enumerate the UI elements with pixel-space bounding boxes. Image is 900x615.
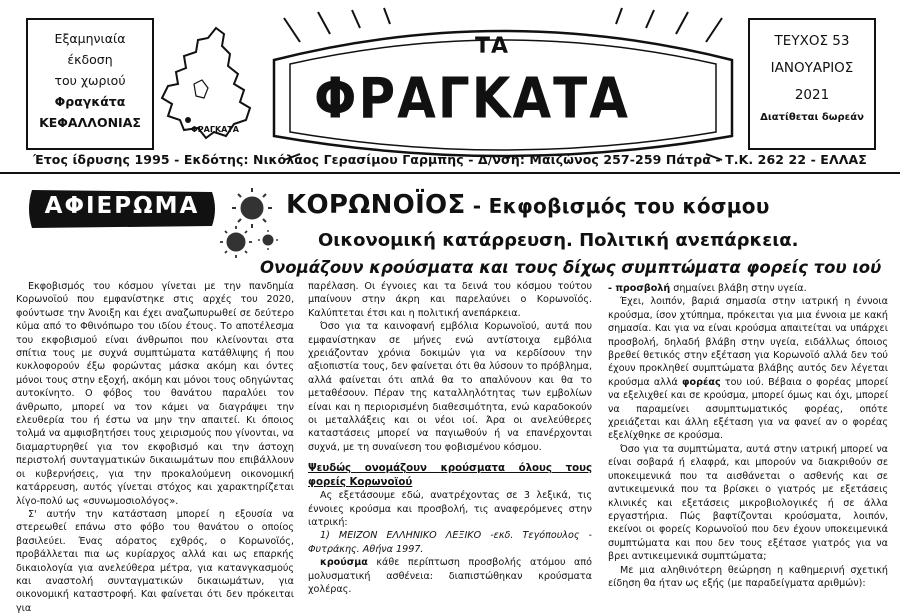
article-column-3: [608, 282, 888, 589]
map-label: ΦΡΑΓΚΑΤΑ: [191, 125, 239, 134]
column3-paragraph-1: [608, 282, 888, 295]
term-krousma: κρούσμα: [320, 557, 368, 569]
edition-info-box: [26, 18, 154, 150]
main-headline: [286, 190, 770, 220]
column3-paragraph-2-end: του ιού. Βέβαια ο φορέας μπορεί να εξελιχθεί και σε κρούσμα, μπορεί όμως και όχι, μπορεί να παραμείνει ασυμπτωματικός φορέας, οπότε χρειάζεται και άλλη εξέταση για να φανεί αν ο φορέας εξελίχθηκε σε κρούσμα.: [608, 376, 888, 442]
edition-village: Φραγκάτα: [54, 94, 126, 109]
virus-icon: [214, 188, 284, 262]
definition-krousma: κάθε περίπτωση προσβολής ατόμου από μολυσματική ασθένεια: διαπιστώθηκαν κρούσματα χολέρας.: [308, 557, 592, 595]
headline-deck-1: Οικονομική κατάρρευση. Πολιτική ανεπάρκεια.: [318, 230, 799, 251]
column3-paragraph-4: Με μια αληθινότερη θεώρηση η καθημερινή σχετική είδηση θα ήταν ως εξής (με παραδείγματα αριθμών):: [608, 564, 888, 589]
free-distribution-note: Διατίθεται δωρεάν: [760, 112, 864, 123]
headline-subtitle: - Εκφοβισμός του κόσμου: [465, 194, 770, 218]
issue-year: 2021: [794, 87, 830, 103]
issue-month: ΙΑΝΟΥΑΡΙΟΣ: [770, 60, 854, 76]
edition-line-2: έκδοση: [67, 52, 113, 67]
masthead-divider: [0, 172, 900, 174]
term-foreas: φορέας: [682, 376, 721, 388]
column2-paragraph-3: Ας εξετάσουμε εδώ, ανατρέχοντας σε 3 λεξικά, τις έννοιες κρούσμα και προσβολή, τις αναφερόμενες στην ιατρική:: [308, 490, 592, 528]
article-column-2: [308, 280, 592, 595]
column2-subheading: Ψευδώς ονομάζουν κρούσματα όλους τους φορείς Κορωνοϊού: [308, 463, 592, 488]
article-column-1: [16, 280, 294, 614]
issue-info-box: [748, 18, 876, 150]
column2-dictionary-ref: 1) ΜΕΙΖΟΝ ΕΛΛΗΝΙΚΟ ΛΕΞΙΚΟ -εκδ. Τεγόπουλος - Φυτράκης. Αθήνα 1997.: [308, 530, 592, 555]
definition-prosvoli: σημαίνει βλάβη στην υγεία.: [670, 283, 807, 294]
column2-definition: [308, 556, 592, 596]
headline-main: ΚΟΡΩΝΟΪΟΣ: [286, 190, 466, 220]
column1-paragraph-1: Εκφοβισμός του κόσμου γίνεται με την πανδημία Κορωνοϊού που εμφανίστηκε στις αρχές του 2020, φούντωσε την Άνοιξη και έχει αναζωπυρωθεί σε δεύτερο κύμα από το Φθινόπωρο του ιδίου έτους. Το αποτέλεσμα του εκφοβισμού είναι άνθρωποι που κλείνονται στα σπίτια τους με συχνά συμπτώματα κατάθλιψης ή που κυκλοφορούν έξω φορώντας μάσκα ακόμη και όντες μόνοι τους στην εξοχή, ακόμη και μόνοι τους οδηγώντας αυτοκίνητο. Ο φόβος του θανάτου παραλύει τον άνθρωπο, μπορεί να τον κάμει να διαγράψει την ελευθερία του ή έστω να μην την απαιτεί. Κι όποιος τολμά να αμφισβητήσει τους χειρισμούς που γίνονται, να διαμαρτυρηθεί για τον εκφοβισμό και την άστοχη περιστολή συνταγματικών δικαιωμάτων που επιβάλλουν οι κυβερνήσεις, για την προκαλούμενη οικονομική κατάρρευση, αυτός γίνεται στόχος και χαρακτηρίζεται λίγο-πολύ ως «συνωμοσιολόγος».: [16, 281, 294, 507]
section-badge: [24, 186, 220, 232]
masthead: [8, 6, 892, 166]
section-badge-label: ΑΦΙΕΡΩΜΑ: [44, 193, 200, 219]
column2-paragraph-2: Όσο για τα καινοφανή εμβόλια Κορωνοϊού, αυτά που εμφανίστηκαν σε μήνες ενώ αντίστοιχα εμβόλια χρειάζονταν χρόνια δοκιμών για να κερδίσουν την αξιοπιστία τους, δεν φαίνεται ότι θα λύσουν το πρόβλημα, αλλά φαίνεται ότι απλά θα το απαλύνουν και θα το μεταθέσουν. Πέραν της καταλληλότητας των εμβολίων είναι και η περιορισμένη διαθεσιμότητα, ενώ καραδοκούν οι μεταλλάξεις και οι νέοι ιοί. Άρα οι ανελεύθερες καταστάσεις μπορεί να παγιωθούν ή να επανέρχονται συχνά, με τη συναίνεση του φοβισμένου κόσμου.: [308, 321, 592, 453]
column3-paragraph-3: Όσο για τα συμπτώματα, αυτά στην ιατρική μπορεί να είναι σοβαρά ή ελαφρά, και μπορούν να διακριθούν σε υποκειμενικά που τα αισθάνεται ο ασθενής και σε αντικειμενικά που τα βρίσκει ο γιατρός με εξετάσεις κλινικές και εξετάσεις μικροβιολογικές ή σε άλλα εργαστήρια. Πώς βαφτίζονται κρούσματα, λοιπόν, εκείνοι οι φορείς Κορωνοϊού που δεν έχουν υποκειμενικά συμπτώματα και που δεν τους εξέτασε γιατρός για να βρει αντικειμενικά συμπτώματα;: [608, 443, 888, 563]
title-small: ΤΑ: [475, 34, 510, 59]
headline-deck-2: Ονομάζουν κρούσματα και τους δίχως συμπτώματα φορείς του ιού: [260, 258, 882, 277]
edition-line-1: Εξαμηνιαία: [54, 31, 126, 46]
issue-number: ΤΕΥΧΟΣ 53: [774, 33, 850, 49]
column3-paragraph-2: [608, 295, 888, 442]
column2-paragraph-1: παρέλαση. Οι έγνοιες και τα δεινά του κόσμου τούτου μπαίνουν στην άκρη και παρελαύνει ο Κορωνοϊός. Καλύπτεται έτσι και η πολιτική ανεπάρκεια.: [308, 281, 592, 319]
newspaper-title: ΦΡΑΓΚΑΤΑ: [314, 66, 630, 131]
publisher-line: Έτος ίδρυσης 1995 - Εκδότης: Νικόλαος Γερασίμου Γαρμπής - Δ/νση: Μαιζώνος 257-259 Πάτρα - Τ.Κ. 262 22 - ΕΛΛΑΣ: [33, 152, 867, 167]
column1-paragraph-2: Σ' αυτήν την κατάσταση μπορεί η εξουσία να στερεωθεί επάνω στο φόβο του θανάτου ο οποίος βασιλεύει. Ένας αόρατος εχθρός, ο Κορωνοϊός, προβάλλεται πια ως κυρίαρχος αλλά και ως επαρκής δικαιολογία για ανελεύθερα μέτρα, για κατανγκασμούς και αναστολή συνταγματικών δικαιωμάτων, για οικονομική καταστροφή. Και φαίνεται ότι δεν πρόκειται για: [16, 508, 294, 614]
term-prosvoli: - προσβολή: [608, 283, 671, 294]
column3-paragraph-2-text: Έχει, λοιπόν, βαριά σημασία στην ιατρική η έννοια κρούσμα, ίσον χτύπημα, πρόκειται για μια έννοια με κακή σημασία. Και για να είναι κρούσμα απαιτείται να υπάρχει προσβολή, δηλαδή βλάβη στην υγεία, ειδάλλως όποιος βρεθεί θετικός στην εξέταση για Κορωνοϊό αλλά δεν τού έχουν προκληθεί συμπτώματα βλάβης αυτός δεν λέγεται κρούσμα αλλά: [608, 296, 888, 388]
edition-island: ΚΕΦΑΛΛΟΝΙΑΣ: [39, 115, 141, 130]
edition-line-3: του χωριού: [54, 73, 126, 88]
